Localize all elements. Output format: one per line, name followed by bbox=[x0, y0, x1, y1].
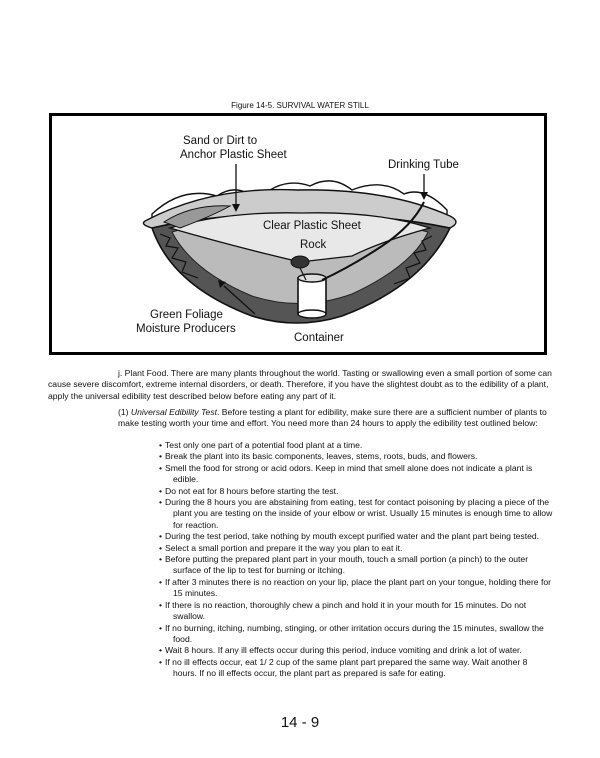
container bbox=[298, 278, 326, 314]
list-item: • Do not eat for 8 hours before starting the test. bbox=[157, 486, 553, 497]
edibility-steps-list bbox=[157, 440, 553, 680]
label-rock: Rock bbox=[300, 239, 327, 251]
section-j-label: j. Plant Food. bbox=[118, 368, 169, 378]
paragraph-edibility-test bbox=[118, 407, 550, 430]
list-item: • During the 8 hours you are abstaining from eating, test for contact poisoning by placing a piece of the plant you are testing on the inside of your elbow or wrist. Usually 15 minutes is enough time to allow for reaction. bbox=[157, 497, 553, 531]
subsection-number: (1) bbox=[118, 407, 131, 417]
figure-caption: Figure 14-5. SURVIVAL WATER STILL bbox=[231, 101, 369, 110]
water-still-figure bbox=[49, 113, 547, 355]
section-j-line1: There are many plants throughout the world. Tasting or swallowing even a small portion of some can bbox=[168, 368, 552, 378]
subsection-text: . Before testing a plant for edibility, make sure there are a sufficient number of plants to make testing worth your time and effort. You need more than 24 hours to apply the edibility test outlined below: bbox=[118, 407, 547, 429]
list-item: • During the test period, take nothing by mouth except purified water and the plant part being tested. bbox=[157, 531, 553, 542]
subsection-title: Universal Edibility Test bbox=[130, 407, 218, 417]
label-plastic-sheet: Clear Plastic Sheet bbox=[263, 220, 361, 232]
list-item: • Before putting the prepared plant part in your mouth, touch a small portion (a pinch) to the outer surface of the lip to test for burning or itching. bbox=[157, 554, 553, 577]
list-item: • Smell the food for strong or acid odors. Keep in mind that smell alone does not indicate a plant is edible. bbox=[157, 463, 553, 486]
water-still-illustration bbox=[52, 116, 544, 352]
label-foliage-2: Moisture Producers bbox=[136, 323, 236, 335]
list-item: • Break the plant into its basic components, leaves, stems, roots, buds, and flowers. bbox=[157, 451, 553, 462]
label-container: Container bbox=[294, 332, 344, 344]
list-item: • Select a small portion and prepare it the way you plan to eat it. bbox=[157, 543, 553, 554]
list-item: • If after 3 minutes there is no reaction on your lip, place the plant part on your tongue, holding there for 15 minutes. bbox=[157, 577, 553, 600]
list-item: • Wait 8 hours. If any ill effects occur during this period, induce vomiting and drink a lot of water. bbox=[157, 645, 553, 656]
paragraph-plant-food bbox=[48, 368, 556, 402]
list-item: • If no burning, itching, numbing, stinging, or other irritation occurs during the 15 minutes, swallow the food. bbox=[157, 623, 553, 646]
page-number: 14 - 9 bbox=[280, 714, 320, 731]
rock bbox=[291, 256, 309, 268]
label-drinking-tube: Drinking Tube bbox=[388, 159, 459, 171]
label-sand-2: Anchor Plastic Sheet bbox=[180, 149, 287, 161]
list-item: • If no ill effects occur, eat 1/ 2 cup of the same plant part prepared the same way. Wait another 8 hours. If no ill effects occur, the plant part as prepared is safe for eating. bbox=[157, 657, 553, 680]
label-sand-1: Sand or Dirt to bbox=[183, 135, 258, 147]
list-item: • If there is no reaction, thoroughly chew a pinch and hold it in your mouth for 15 minutes. Do not swallow. bbox=[157, 600, 553, 623]
section-j-rest: cause severe discomfort, extreme internal disorders, or death. Therefore, if you have the slightest doubt as to the edibility of a plant, apply the universal edibility test described below before eating any part of it. bbox=[48, 379, 549, 401]
label-foliage-1: Green Foliage bbox=[150, 309, 223, 321]
list-item: • Test only one part of a potential food plant at a time. bbox=[157, 440, 553, 451]
